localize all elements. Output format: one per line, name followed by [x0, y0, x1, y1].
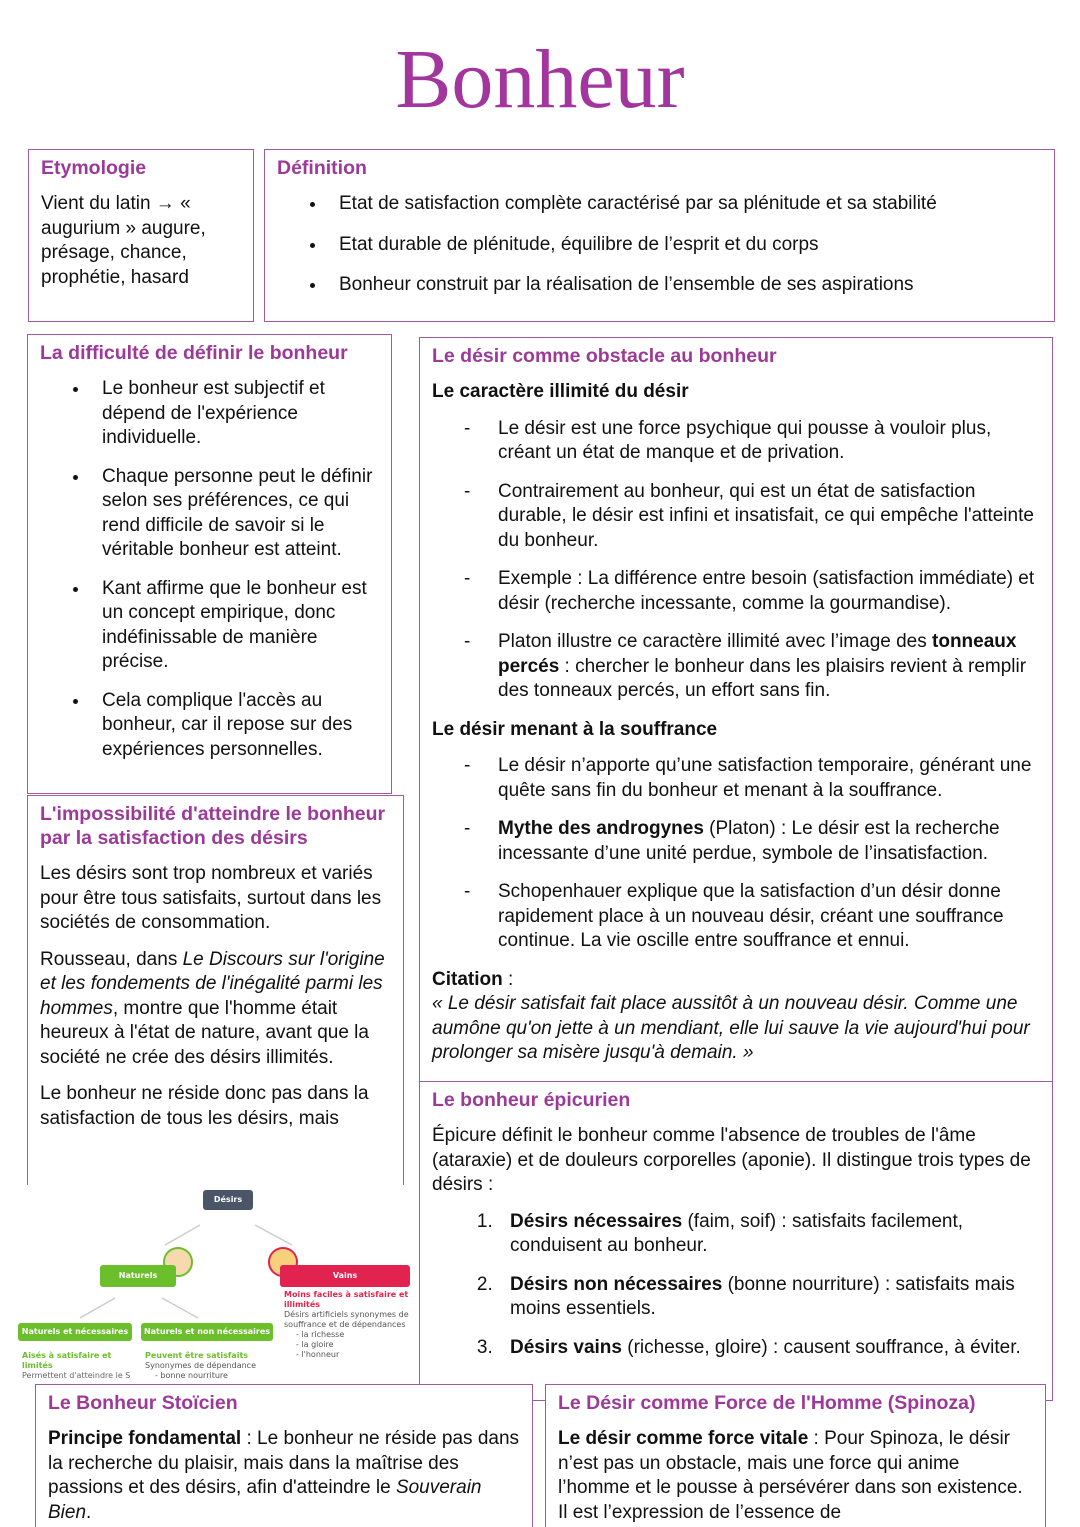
definition-box: [264, 149, 1055, 322]
obstacle-item: - Schopenhauer explique que la satisfaction d’un désir donne rapidement place à un nouveau désir, créant une souffrance continue. La vie oscille entre souffrance et ennui.: [484, 880, 1040, 954]
spinoza-text: Le désir comme force vitale : Pour Spinoza, le désir n’est pas un obstacle, mais une force qui anime l’homme et le pousse à persévérer dans son existence. Il est l’expression de l’essence de: [558, 1428, 1023, 1523]
spinoza-heading: Le Désir comme Force de l'Homme (Spinoza): [558, 1392, 976, 1414]
definition-heading: Définition: [277, 157, 367, 179]
difficulte-box: [27, 334, 392, 794]
page-title: Bonheur: [395, 33, 685, 126]
obstacle-sub1: Le caractère illimité du désir: [432, 381, 689, 402]
diagram-root: Désirs: [203, 1190, 253, 1210]
definition-item: • Etat durable de plénitude, équilibre de l’esprit et du corps: [327, 233, 1042, 258]
diagram-naturels: Naturels: [100, 1265, 176, 1287]
diagram-nnn-desc: Peuvent être satisfaits Synonymes de dépendance - bonne nourriture: [145, 1351, 256, 1380]
obstacle-item: - Le désir n’apporte qu’une satisfaction temporaire, générant une quête sans fin du bonheur et menant à la souffrance.: [484, 754, 1040, 803]
etymologie-box: [28, 149, 254, 322]
impossibilite-p1: Les désirs sont trop nombreux et variés pour être tous satisfaits, surtout dans les sociétés de consommation.: [40, 863, 382, 933]
stoicien-heading: Le Bonheur Stoïcien: [48, 1392, 238, 1414]
obstacle-item: - Exemple : La différence entre besoin (satisfaction immédiate) et désir (recherche incessante, comme la gourmandise).: [484, 567, 1040, 616]
stoicien-box: [35, 1384, 533, 1527]
etymologie-text: Vient du latin → « augurium » augure, présage, chance, prophétie, hasard: [41, 193, 206, 288]
citation-text: « Le désir satisfait fait place aussitôt à un nouveau désir. Comme une aumône qu'on jette à un mendiant, elle lui sauve la vie aujourd'hui pour prolonger sa misère jusqu'à demain. »: [432, 993, 1030, 1063]
epicurien-item: 1. Désirs nécessaires (faim, soif) : satisfaits facilement, conduisent au bonheur.: [498, 1210, 1040, 1259]
diagram-nn-desc: Aisés à satisfaire et limités Permettent d'atteindre le S: [22, 1351, 131, 1380]
impossibilite-heading: L'impossibilité d'atteindre le bonheur par la satisfaction des désirs: [40, 803, 386, 849]
difficulte-item: • Le bonheur est subjectif et dépend de l'expérience individuelle.: [90, 377, 379, 451]
obstacle-item: - Contrairement au bonheur, qui est un état de satisfaction durable, le désir est infini et insatisfait, ce qui empêche l'atteinte du bonheur.: [484, 480, 1040, 554]
definition-item: • Bonheur construit par la réalisation de l’ensemble de ses aspirations: [327, 273, 1042, 298]
epicurien-box: [419, 1081, 1053, 1401]
obstacle-item: - Mythe des androgynes (Platon) : Le désir est la recherche incessante d’une unité perdue, symbole de l’insatisfaction.: [484, 817, 1040, 866]
epicurien-item: 3. Désirs vains (richesse, gloire) : causent souffrance, à éviter.: [498, 1336, 1040, 1361]
spinoza-box: [545, 1384, 1046, 1527]
definition-item: • Etat de satisfaction complète caractérisé par sa plénitude et sa stabilité: [327, 192, 1042, 217]
citation-label: Citation :: [432, 968, 514, 990]
impossibilite-p3: Le bonheur ne réside donc pas dans la satisfaction de tous les désirs, mais: [40, 1083, 369, 1129]
obstacle-box: [419, 337, 1053, 1097]
obstacle-sub2: Le désir menant à la souffrance: [432, 718, 718, 740]
etymologie-heading: Etymologie: [41, 157, 147, 179]
desirs-diagram: [0, 1185, 420, 1385]
epicurien-item: 2. Désirs non nécessaires (bonne nourriture) : satisfaits mais moins essentiels.: [498, 1273, 1040, 1322]
diagram-nn: Naturels et nécessaires: [18, 1323, 132, 1341]
diagram-nnn: Naturels et non nécessaires: [141, 1323, 273, 1341]
impossibilite-box: [27, 795, 404, 1195]
diagram-vains: Vains: [280, 1265, 410, 1287]
difficulte-item: • Kant affirme que le bonheur est un concept empirique, donc indéfinissable de manière précise.: [90, 577, 379, 675]
epicurien-heading: Le bonheur épicurien: [432, 1089, 631, 1111]
diagram-vains-desc: Moins faciles à satisfaire et illimités Désirs artificiels synonymes de souffrance et de dépendances - la richesse - la gloire - l'honneur: [284, 1290, 409, 1359]
difficulte-item: • Chaque personne peut le définir selon ses préférences, ce qui rend difficile de savoir si le véritable bonheur est atteint.: [90, 465, 379, 563]
difficulte-item: • Cela complique l'accès au bonheur, car il repose sur des expériences personnelles.: [90, 689, 379, 763]
impossibilite-p2: Rousseau, dans Le Discours sur l'origine et les fondements de l'inégalité parmi les hommes, montre que l'homme était heureux à l'état de nature, avant que la société ne crée des désirs illimités.: [40, 948, 385, 1068]
obstacle-item: - Le désir est une force psychique qui pousse à vouloir plus, créant un état de manque et de privation.: [484, 417, 1040, 466]
obstacle-heading: Le désir comme obstacle au bonheur: [432, 345, 777, 367]
epicurien-intro: Épicure définit le bonheur comme l'absence de troubles de l'âme (ataraxie) et de douleurs corporelles (aponie). Il distingue trois types de désirs :: [432, 1125, 1031, 1195]
stoicien-text: Principe fondamental : Le bonheur ne réside pas dans la recherche du plaisir, mais dans la maîtrise des passions et des désirs, afin d'atteindre le Souverain Bien.: [48, 1428, 520, 1523]
obstacle-item: - Platon illustre ce caractère illimité avec l’image des tonneaux percés : chercher le bonheur dans les plaisirs revient à remplir des tonneaux percés, un effort sans fin.: [484, 630, 1040, 704]
difficulte-heading: La difficulté de définir le bonheur: [40, 342, 348, 364]
